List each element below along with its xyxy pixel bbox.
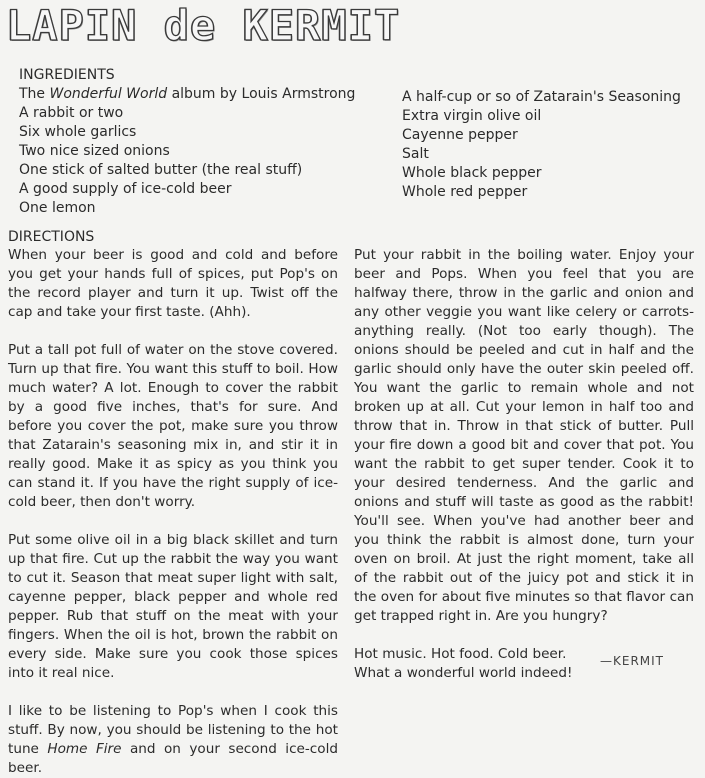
ingredient-item: The Wonderful World album by Louis Armstrong bbox=[19, 86, 356, 102]
ingredient-item: A good supply of ice-cold beer bbox=[19, 181, 232, 197]
directions-heading: DIRECTIONS bbox=[8, 229, 95, 245]
ingredient-item: Whole red pepper bbox=[402, 184, 528, 200]
directions-column-right bbox=[354, 246, 694, 683]
ingredient-item: Six whole garlics bbox=[19, 124, 137, 140]
ingredient-item: A half-cup or so of Zatarain's Seasoning bbox=[402, 89, 681, 105]
closing-line: What a wonderful world indeed! bbox=[354, 665, 573, 681]
direction-paragraph: I like to be listening to Pop's when I cook this stuff. By now, you should be listening to the hot tune Home Fire and on your second ice-cold beer. bbox=[8, 703, 339, 776]
ingredients-list-right bbox=[402, 88, 681, 202]
ingredient-item: One stick of salted butter (the real stuff) bbox=[19, 162, 303, 178]
ingredient-item: Cayenne pepper bbox=[402, 127, 518, 143]
directions-column-left bbox=[8, 246, 338, 778]
ingredient-item: Two nice sized onions bbox=[19, 143, 170, 159]
ingredient-item: One lemon bbox=[19, 200, 96, 216]
ingredient-item: A rabbit or two bbox=[19, 105, 124, 121]
page-title: LAPIN de KERMIT bbox=[6, 1, 401, 50]
closing-line: Hot music. Hot food. Cold beer. bbox=[354, 646, 567, 662]
signature: —KERMIT bbox=[600, 654, 665, 668]
ingredients-heading: INGREDIENTS bbox=[19, 67, 115, 83]
ingredients-list-left bbox=[19, 85, 355, 218]
ingredient-item: Salt bbox=[402, 146, 429, 162]
direction-paragraph: Put your rabbit in the boiling water. Enjoy your beer and Pops. When you feel that you are halfway there, throw in the garlic and onion and any other veggie you want like celery or carrots- anything really. (Not too early though). The onions should be peeled and cut in half and the garlic should only have the outer skin peeled off. You want the garlic to remain whole and not broken up at all. Cut your lemon in half too and throw that in. Throw in that stick of butter. Pull your fire down a good bit and cover that pot. You want the rabbit to get super tender. Cook it to your desired tenderness. And the garlic and onions and stuff will taste as good as the rabbit! You'll see. When you've had another beer and you think the rabbit is almost done, turn your oven on broil. At just the right moment, take all of the rabbit out of the juicy pot and stick it in the oven for about five minutes so that flavor can get trapped right in. Are you hungry? bbox=[354, 247, 694, 624]
direction-paragraph: When your beer is good and cold and before you get your hands full of spices, put Pop's on the record player and turn it up. Twist off the cap and take your first taste. (Ahh). bbox=[8, 247, 338, 320]
direction-paragraph: Put a tall pot full of water on the stove covered. Turn up that fire. You want this stuff to boil. How much water? A lot. Enough to cover the rabbit by a good five inches, that's for sure. And before you cover the pot, make sure you throw that Zatarain's seasoning mix in, and stir it in really good. Make it as spicy as you think you can stand it. If you have the right supply of ice-cold beer, then don't worry. bbox=[8, 342, 338, 510]
direction-paragraph: Put some olive oil in a big black skillet and turn up that fire. Cut up the rabbit the way you want to cut it. Season that meat super light with salt, cayenne pepper, black pepper and whole red pepper. Rub that stuff on the meat with your fingers. When the oil is hot, brown the rabbit on every side. Make sure you cook those spices into it real nice. bbox=[8, 532, 338, 681]
ingredient-item: Whole black pepper bbox=[402, 165, 542, 181]
ingredient-item: Extra virgin olive oil bbox=[402, 108, 542, 124]
